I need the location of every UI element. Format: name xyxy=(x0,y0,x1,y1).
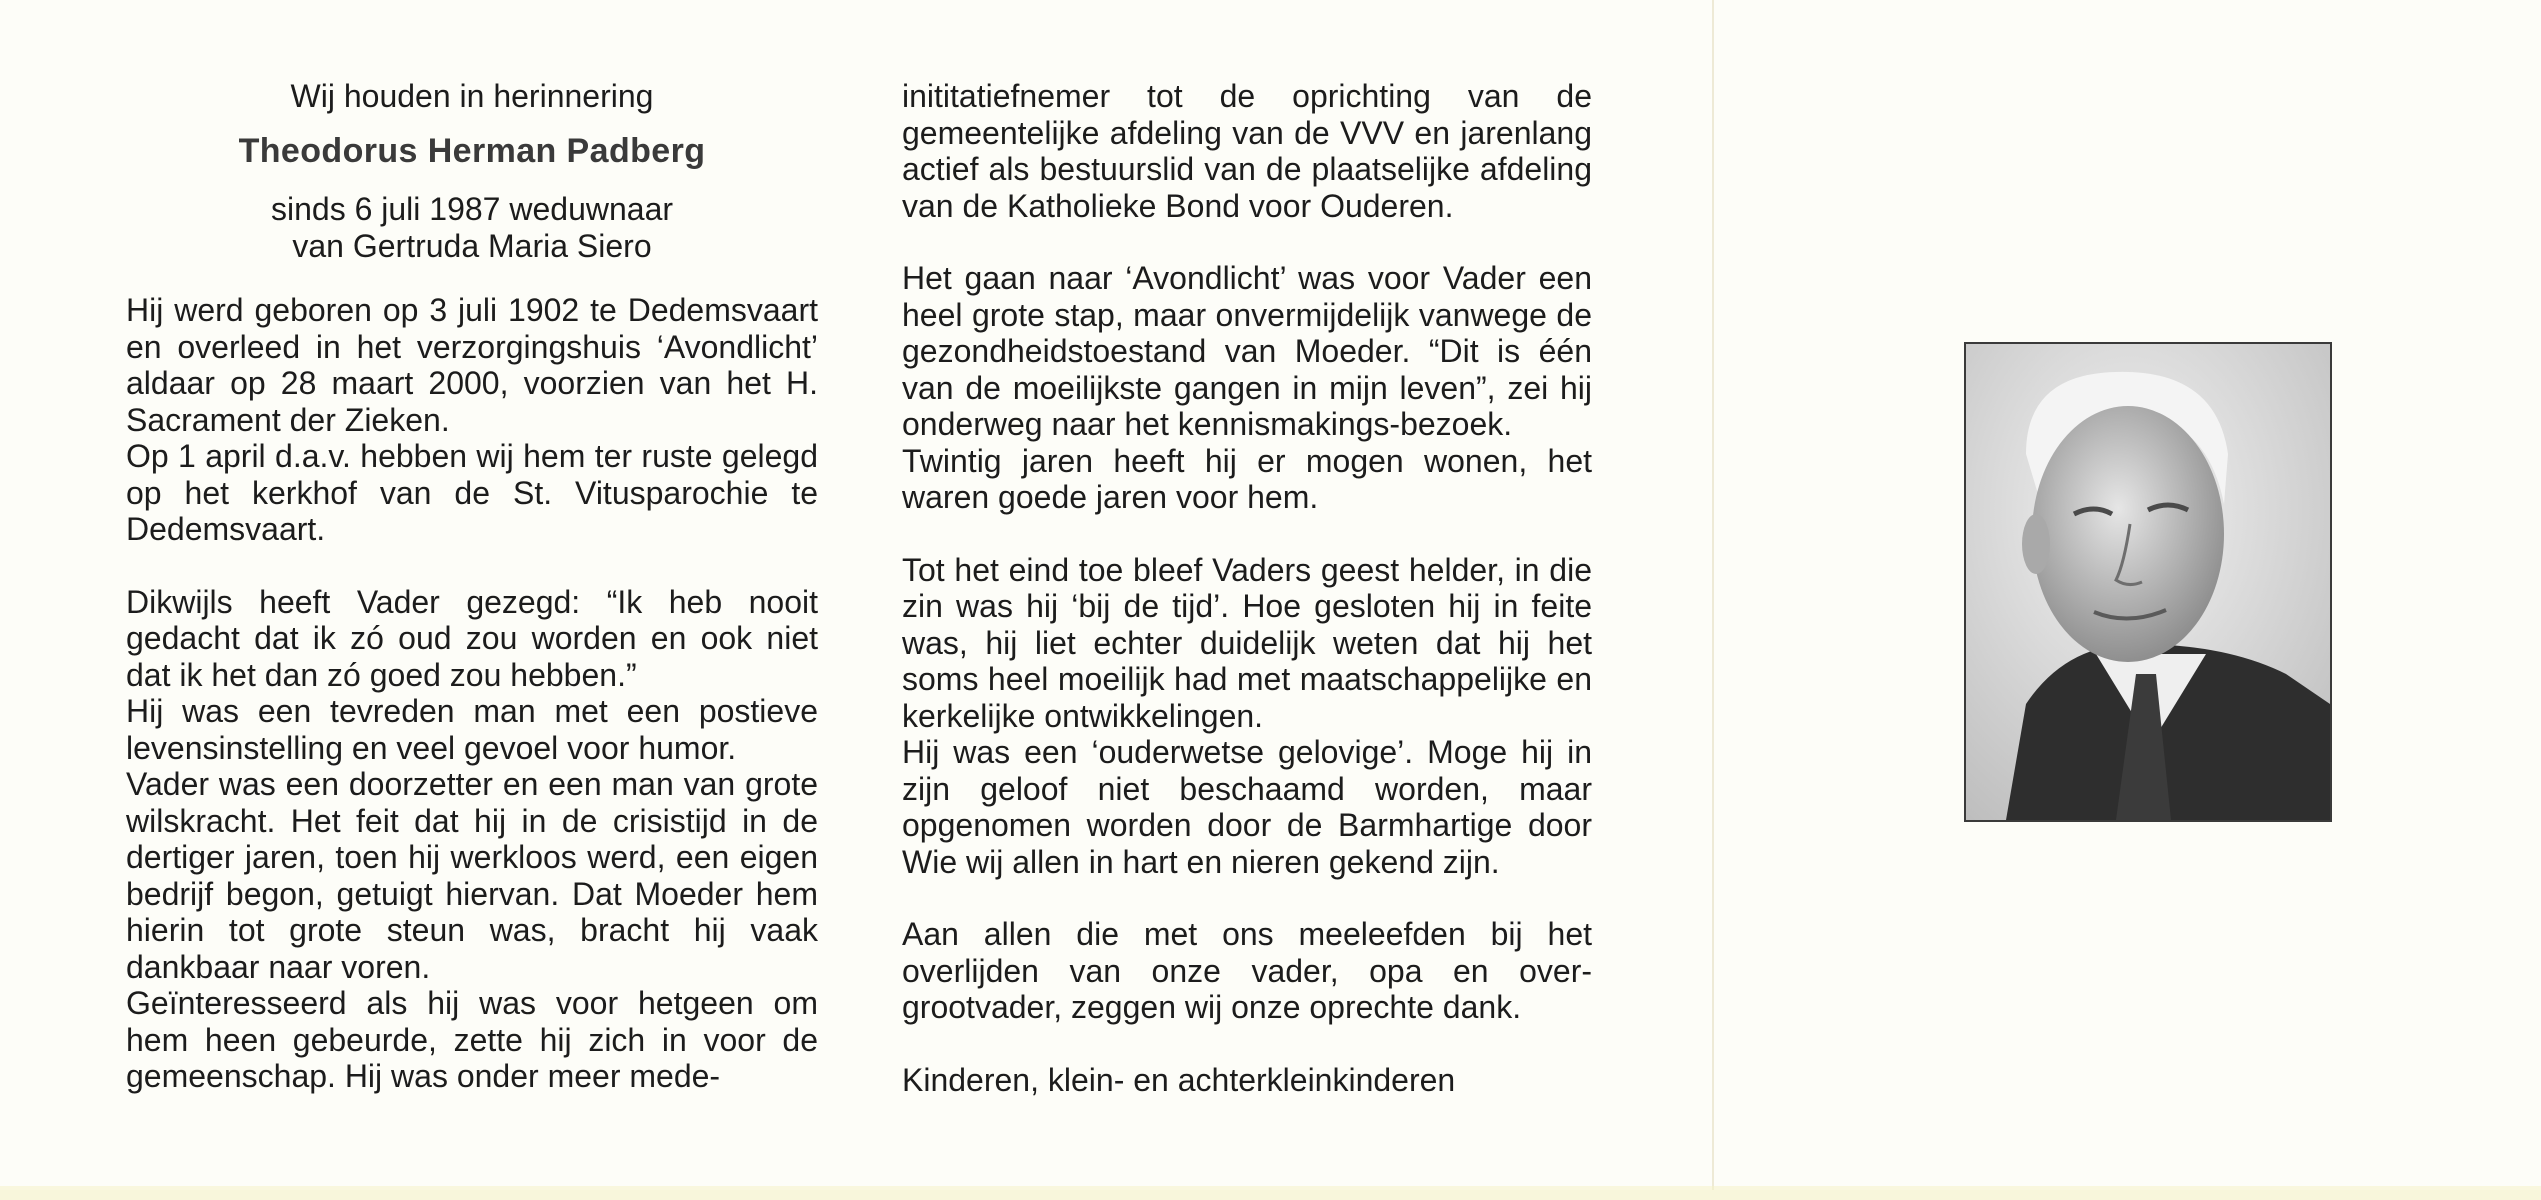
remembrance-intro: Wij houden in herinnering xyxy=(290,78,654,114)
left-text-column xyxy=(126,78,818,1095)
twenty-years-paragraph: Twintig jaren heeft hij er mogen wonen, het waren goede jaren voor hem. xyxy=(902,442,1592,515)
faith-paragraph: Hij was een ‘ouderwetse gelovige’. Moge hij in zijn geloof niet beschaamd worden, maar opgenomen worden door de Barmhartige door Wie wij allen in hart en nieren gekend zijn. xyxy=(902,734,1592,880)
quote-paragraph: Dikwijls heeft Vader gezegd: “Ik heb nooit gedacht dat ik zó oud zou worden en ook niet dat ik het dan zó goed zou hebben.” xyxy=(126,583,818,693)
willpower-paragraph: Vader was een doorzetter en een man van grote wilskracht. Het feit dat hij in de crisistijd in de dertiger jaren, toen hij werkloos werd, een eigen bedrijf begon, getuigt hiervan. Dat Moeder hem hierin tot grote steun was, bracht hij vaak dankbaar naar voren. xyxy=(126,766,818,985)
avondlicht-paragraph: Het gaan naar ‘Avondlicht’ was voor Vader een heel grote stap, maar onvermijdelijk vanwege de gezondheidstoestand van Moeder. “Dit is één van de moeilijkste gangen in mijn leven”, zei hij onderweg naar het kennismakings-bezoek. xyxy=(902,260,1592,442)
community-paragraph: Geïnteresseerd als hij was voor hetgeen om hem heen gebeurde, zette hij zich in voor de gemeenschap. Hij was onder meer mede- xyxy=(126,985,818,1094)
right-text-column xyxy=(902,78,1592,1134)
card-bottom-edge xyxy=(0,1186,2541,1200)
burial-paragraph: Op 1 april d.a.v. hebben wij hem ter ruste gelegd op het kerkhof van de St. Vitusparochie te Dedemsvaart. xyxy=(126,438,818,547)
character-paragraph: Hij was een tevreden man met een postieve levensinstelling en veel gevoel voor humor. xyxy=(126,693,818,766)
widower-line-1: sinds 6 juli 1987 weduwnaar xyxy=(270,191,674,227)
signature-line: Kinderen, klein- en achterkleinkinderen xyxy=(902,1061,1456,1098)
deceased-name: Theodorus Herman Padberg xyxy=(238,131,706,170)
vvv-paragraph: inititatiefnemer tot de oprichting van de gemeentelijke afdeling van de VVV en jarenlang actief als bestuurslid van de plaatselijke afdeling van de Katholieke Bond voor Ouderen. xyxy=(902,78,1592,224)
clear-mind-paragraph: Tot het eind toe bleef Vaders geest helder, in die zin was hij ‘bij de tijd’. Hoe gesloten hij in feite was, hij liet echter duidelijk weten dat hij het soms heel moeilijk had met maatschappelijke en kerkelijke ontwikkelingen. xyxy=(902,551,1592,734)
widower-line-2: van Gertruda Maria Siero xyxy=(292,227,652,264)
birth-death-paragraph: Hij werd geboren op 3 juli 1902 te Dedemsvaart en overleed in het verzorgingshuis ‘Avondlicht’ aldaar op 28 maart 2000, voorzien van het H. Sacrament der Zieken. xyxy=(126,292,818,438)
thanks-paragraph: Aan allen die met ons meeleefden bij het overlijden van onze vader, opa en over-grootvader, zeggen wij onze oprechte dank. xyxy=(902,916,1592,1025)
widower-statement xyxy=(126,191,818,264)
portrait-photo xyxy=(1964,342,2332,822)
portrait-illustration xyxy=(1966,344,2330,820)
